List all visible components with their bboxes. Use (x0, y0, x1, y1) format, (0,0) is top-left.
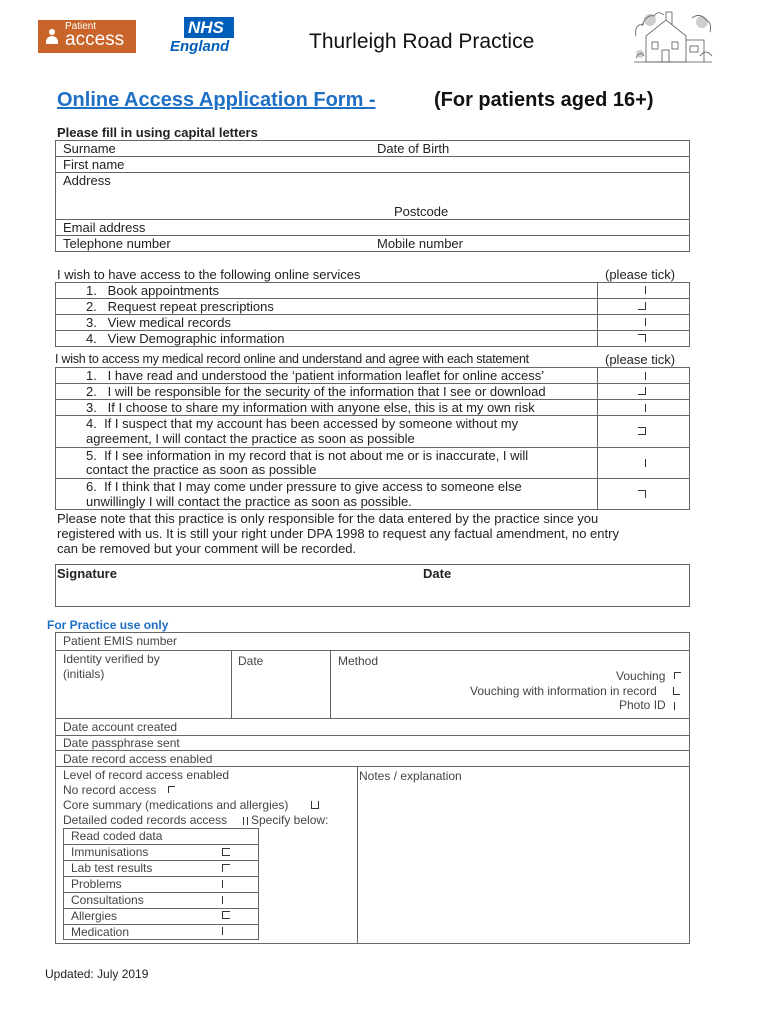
specify-label: Specify below: (251, 813, 329, 827)
address-label: Address (63, 173, 111, 188)
statements-tick-heading: (please tick) (605, 352, 676, 367)
surname-field[interactable] (150, 141, 360, 156)
statement-item: 3. If I choose to share my information with anyone else, this is at my own risk (86, 400, 535, 415)
updated-date: Updated: July 2019 (45, 967, 149, 981)
nhs-text: NHS (188, 18, 224, 37)
checkbox[interactable] (645, 318, 646, 326)
checkbox[interactable] (645, 286, 646, 294)
statement-item-cont: agreement, I will contact the practice as soon as possible (86, 431, 415, 446)
checkbox[interactable] (638, 334, 646, 342)
checkbox[interactable] (645, 404, 646, 412)
coded-item: Lab test results (71, 861, 153, 875)
checkbox[interactable] (222, 896, 223, 904)
coded-item: Allergies (71, 909, 118, 923)
account-created-label: Date account created (63, 720, 178, 734)
checkbox[interactable] (222, 864, 230, 872)
coded-item: Immunisations (71, 845, 149, 859)
checkbox[interactable] (673, 687, 680, 695)
form-title: Online Access Application Form - (57, 89, 376, 111)
checkbox (247, 817, 248, 825)
mobile-label: Mobile number (377, 236, 463, 251)
service-item: 3. View medical records (86, 315, 231, 330)
form-subtitle: (For patients aged 16+) (434, 89, 654, 111)
notes-label: Notes / explanation (359, 769, 462, 783)
statement-item: 2. I will be responsible for the security of the information that I see or download (86, 384, 546, 399)
checkbox[interactable] (222, 848, 230, 856)
logo-access-big: access (65, 29, 125, 50)
checkbox[interactable] (645, 372, 646, 380)
postcode-label: Postcode (394, 204, 449, 219)
checkbox[interactable] (674, 702, 675, 710)
email-label: Email address (63, 220, 146, 235)
statement-item: 5. If I see information in my record that is not about me or is inaccurate, I will (86, 448, 529, 463)
method-label: Method (338, 654, 379, 668)
checkbox[interactable] (674, 672, 681, 679)
nhs-england-text: England (170, 38, 230, 55)
practice-name: Thurleigh Road Practice (309, 30, 535, 53)
checkbox[interactable] (638, 490, 646, 498)
checkbox[interactable] (638, 427, 646, 435)
checkbox[interactable] (243, 817, 244, 825)
detailed-label: Detailed coded records access (63, 813, 228, 827)
checkbox[interactable] (638, 302, 646, 310)
record-enabled-label: Date record access enabled (63, 752, 213, 766)
checkbox[interactable] (222, 911, 230, 919)
statement-item: 1. I have read and understood the ‘patient information leaflet for online access’ (86, 368, 545, 383)
checkbox[interactable] (638, 387, 646, 395)
note-line: can be removed but your comment will be recorded. (57, 541, 357, 556)
logo-patient-small: Patient (65, 21, 97, 32)
practice-building-image (632, 6, 714, 64)
patient-access-logo (38, 20, 136, 53)
telephone-label: Telephone number (63, 236, 171, 251)
checkbox[interactable] (168, 786, 175, 793)
vouching-info-label: Vouching with information in record (470, 684, 657, 698)
practice-use-heading: For Practice use only (47, 618, 169, 632)
surname-label: Surname (63, 141, 116, 156)
passphrase-sent-label: Date passphrase sent (63, 736, 180, 750)
coded-item: Problems (71, 877, 122, 891)
checkbox[interactable] (645, 459, 646, 467)
checkbox[interactable] (222, 880, 223, 888)
note-line: Please note that this practice is only responsible for the data entered by the practice since you (57, 511, 599, 526)
core-summary-label: Core summary (medications and allergies) (63, 798, 289, 812)
checkbox[interactable] (311, 801, 319, 809)
instruction-text: Please fill in using capital letters (57, 125, 258, 140)
no-record-label: No record access (63, 783, 157, 797)
level-label: Level of record access enabled (63, 768, 230, 782)
verify-date-label: Date (238, 654, 264, 668)
initials-label: (initials) (63, 667, 105, 681)
note-line: registered with us. It is still your right under DPA 1998 to request any factual amendment, no entry (57, 526, 619, 541)
services-tick-heading: (please tick) (605, 267, 676, 282)
statement-item-cont: unwillingly I will contact the practice as soon as possible. (86, 494, 412, 509)
identity-label: Identity verified by (63, 652, 160, 666)
statement-item-cont: contact the practice as soon as possible (86, 462, 317, 477)
signature-box[interactable] (55, 564, 690, 607)
first-name-label: First name (63, 157, 125, 172)
statements-heading: I wish to access my medical record online and understand and agree with each statement (55, 352, 529, 366)
emis-label: Patient EMIS number (63, 634, 178, 648)
signature-label: Signature (57, 566, 117, 581)
services-heading: I wish to have access to the following online services (57, 267, 361, 282)
vouching-label: Vouching (616, 669, 666, 683)
coded-item: Medication (71, 925, 130, 939)
statement-item: 6. If I think that I may come under pressure to give access to someone else (86, 479, 522, 494)
nhs-logo (170, 17, 236, 57)
service-item: 1. Book appointments (86, 283, 219, 298)
coded-item: Consultations (71, 893, 144, 907)
signature-date-label: Date (423, 566, 452, 581)
photo-id-label: Photo ID (619, 698, 666, 712)
service-item: 4. View Demographic information (86, 331, 285, 346)
coded-item: Read coded data (71, 829, 163, 843)
checkbox[interactable] (222, 927, 223, 935)
user-icon (46, 29, 58, 44)
service-item: 2. Request repeat prescriptions (86, 299, 274, 314)
dob-label: Date of Birth (377, 141, 450, 156)
statement-item: 4. If I suspect that my account has been accessed by someone without my (86, 416, 519, 431)
